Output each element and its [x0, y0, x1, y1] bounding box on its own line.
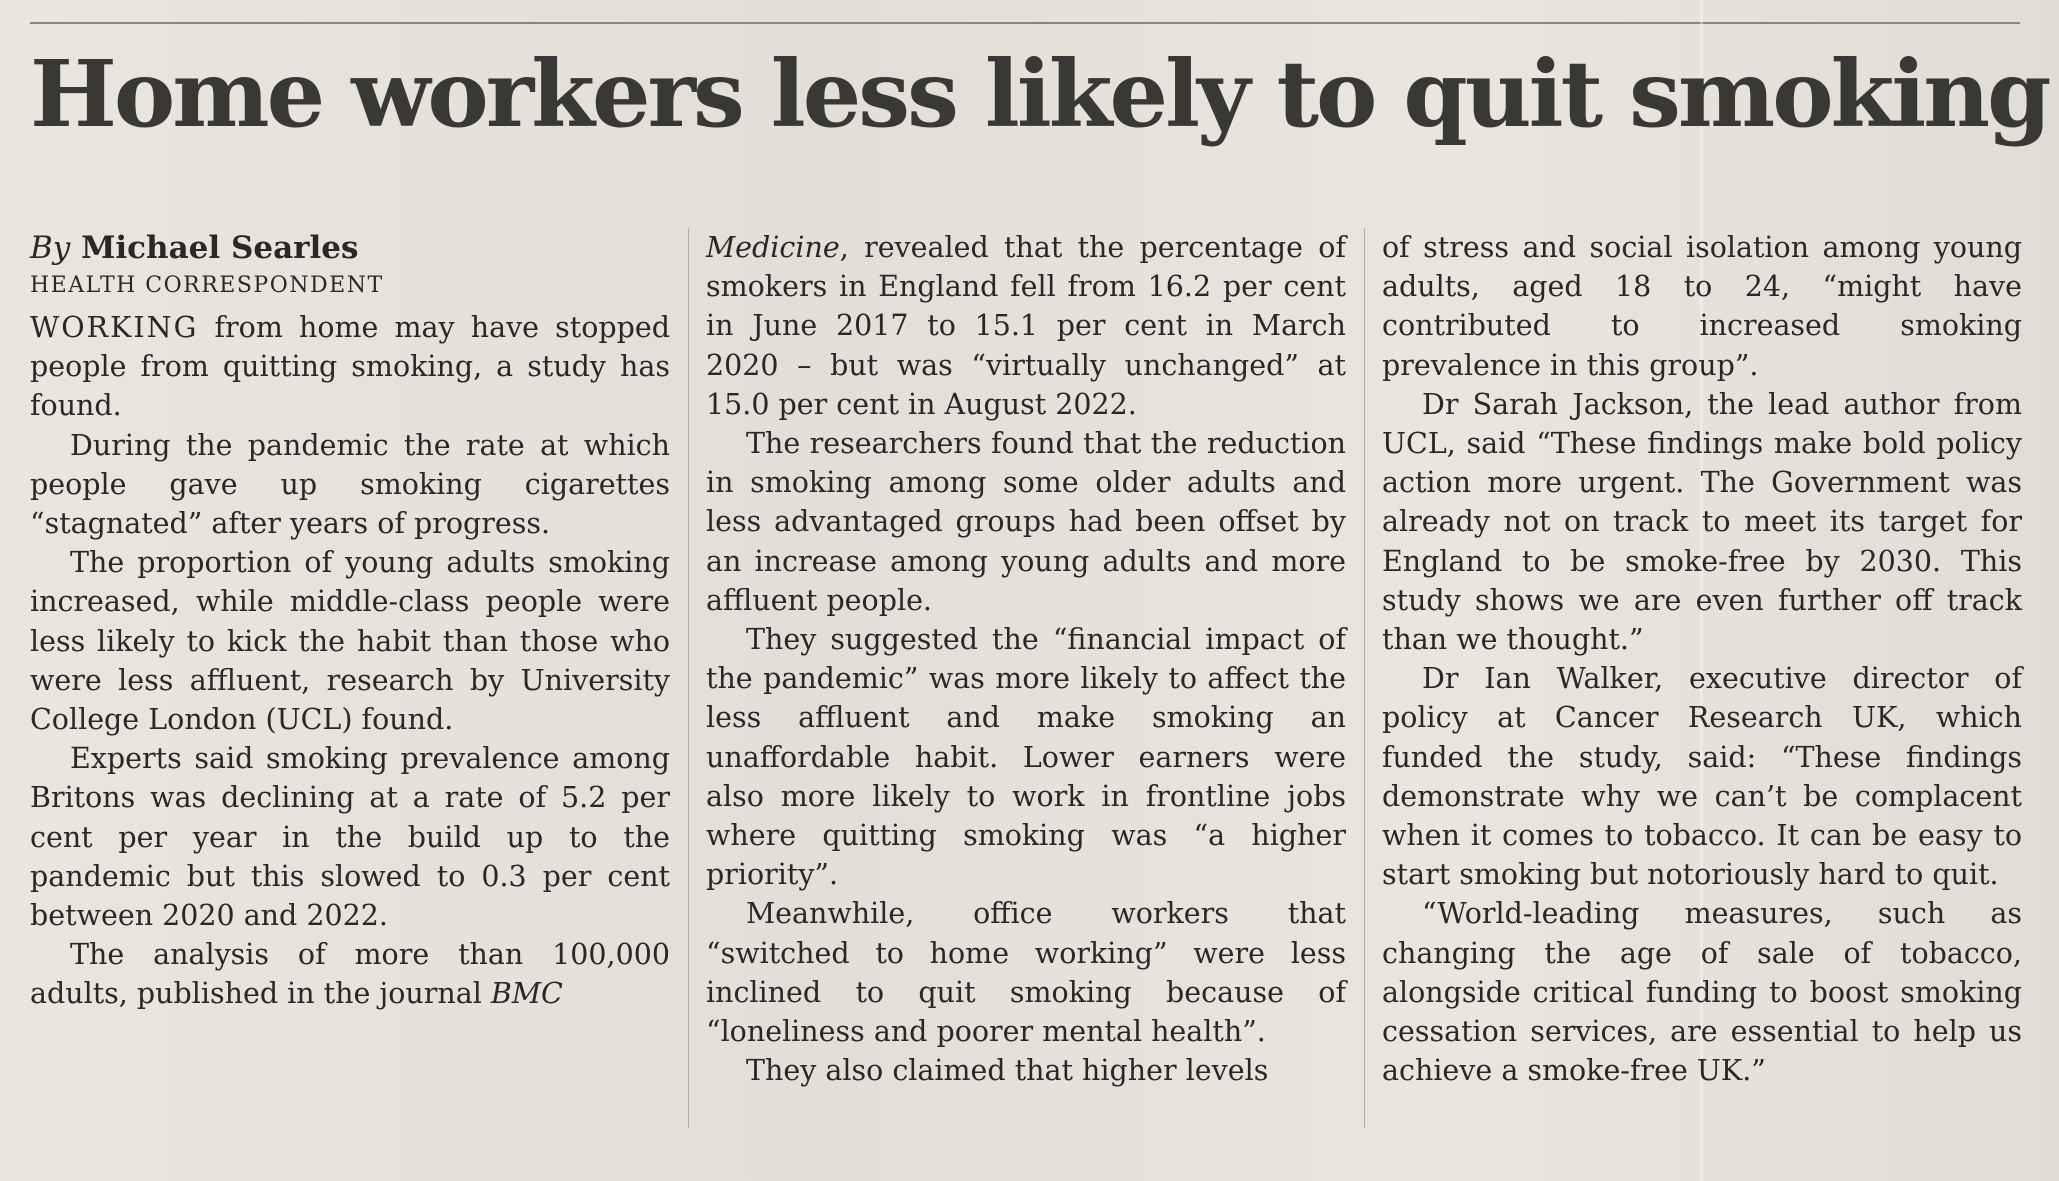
author-name: Michael Searles	[81, 230, 359, 266]
journal-name: BMC	[490, 977, 563, 1011]
paragraph: Meanwhile, office workers that “switched to home working” were less inclined to quit smoking because of “loneliness and poorer mental health”.	[706, 897, 1346, 1049]
column-2	[706, 228, 1346, 1090]
paragraph: They also claimed that higher levels	[746, 1054, 1269, 1088]
paragraph: During the pandemic the rate at which people gave up smoking cigarettes “stagnated” after years of progress.	[30, 428, 670, 541]
paragraph: Dr Ian Walker, executive director of policy at Cancer Research UK, which funded the study, said: “These findings demonstrate why we can’t be complacent when it comes to tobacco. It can be easy to start smoking but notoriously hard to quit.	[1382, 662, 2022, 892]
paragraph: of stress and social isolation among young adults, aged 18 to 24, “might have contributed to increased smoking prevalence in this group”.	[1382, 231, 2022, 382]
column-divider	[688, 228, 689, 1128]
column-1	[30, 228, 670, 1014]
journal-name: Medicine	[706, 231, 840, 264]
paragraph-text: , revealed that the percentage of smokers in England fell from 16.2 per cent in June 2017 to 15.1 per cent in March 2020 – but was “virtually unchanged” at 15.0 per cent in August 2022.	[706, 231, 1346, 421]
paragraph: The researchers found that the reduction in smoking among some older adults and less advantaged groups had been offset by an increase among young adults and more affluent people.	[706, 427, 1346, 617]
paragraph-text: from home may have stopped people from quitting smoking, a study has found.	[30, 311, 670, 423]
paragraph: Dr Sarah Jackson, the lead author from UCL, said “These findings make bold policy action more urgent. The Government was already not on track to meet its target for England to be smoke-free by 2030. This study shows we are even further off track than we thought.”	[1382, 387, 2022, 657]
author-role: HEALTH CORRESPONDENT	[30, 273, 384, 298]
paragraph	[706, 228, 1346, 424]
paragraph	[30, 935, 670, 1013]
column-3	[1382, 228, 2022, 1090]
paragraph: Experts said smoking prevalence among Britons was declining at a rate of 5.2 per cent per year in the build up to the pandemic but this slowed to 0.3 per cent between 2020 and 2022.	[30, 742, 670, 933]
paragraph: The proportion of young adults smoking increased, while middle-class people were less likely to kick the habit than those who were less affluent, research by University College London (UCL) found.	[30, 546, 670, 737]
headline: Home workers less likely to quit smoking	[30, 40, 2049, 148]
paragraph: They suggested the “financial impact of the pandemic” was more likely to affect the less affluent and make smoking an unaffordable habit. Lower earners were also more likely to work in frontline jobs where quitting smoking was “a higher priority”.	[706, 623, 1346, 892]
top-rule	[30, 22, 2020, 24]
byline	[30, 228, 670, 268]
paragraph: “World-leading measures, such as changing the age of sale of tobacco, alongside critical funding to boost smoking cessation services, are essential to help us achieve a smoke-free UK.”	[1382, 897, 2022, 1088]
byline-prefix: By	[30, 230, 71, 266]
column-divider	[1364, 228, 1365, 1128]
article-columns	[30, 228, 2020, 1158]
paragraph	[30, 308, 670, 426]
lead-word: WORKING	[30, 311, 199, 344]
paragraph-text: The analysis of more than 100,000 adults, published in the journal	[30, 938, 670, 1011]
